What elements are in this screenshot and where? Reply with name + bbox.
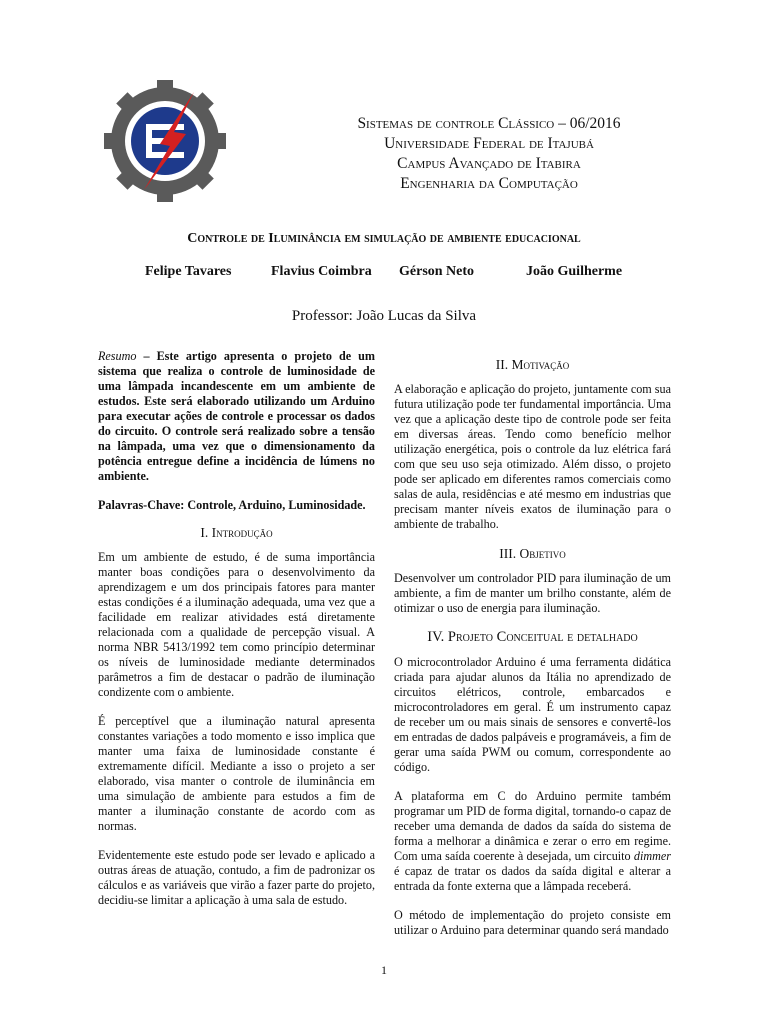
university-line: Universidade Federal de Itajubá xyxy=(384,135,594,152)
department-line: Engenharia da Computação xyxy=(400,175,578,192)
section-heading-objetivo: III. Objetivo xyxy=(499,546,566,561)
projeto-p2-before: A plataforma em C do Arduino permite também programar um PID de forma digital, tornando-o capaz de receber uma demanda de dados da saída do sistema de forma a melhorar a dinâmica e zerar o erro em regime. Com uma saída coerente à desejada, um circuito xyxy=(394,789,671,863)
section-heading-projeto: IV. Projeto Conceitual e detalhado xyxy=(427,629,638,645)
abstract-lead: Resumo xyxy=(98,349,137,363)
objetivo-paragraph: Desenvolver um controlador PID para iluminação de um ambiente, a fim de manter um brilho constante, além de otimizar o uso de energia para iluminação. xyxy=(394,571,671,615)
projeto-paragraph-3: O método de implementação do projeto consiste em utilizar o Arduino para determinar quando será mandado xyxy=(394,908,671,937)
abstract xyxy=(98,349,375,484)
dimmer-term: dimmer xyxy=(633,849,671,863)
intro-paragraph-2: É perceptível que a iluminação natural apresenta constantes variações a todo momento e isso implica que manter uma faixa de luminosidade constante é extremamente difícil. Mediante a isso o projeto a ser elaborado, visa manter o controle de iluminância em uma simulação de ambiente para estudos a fim de manter a iluminação constante de acordo com as normas. xyxy=(98,714,375,833)
page-number: 1 xyxy=(381,963,387,977)
author-4: João Guilherme xyxy=(526,264,623,279)
intro-paragraph-3: Evidentemente este estudo pode ser levado e aplicado a outras áreas de atuação, contudo, a fim de padronizar os cálculos e as variáveis que virão a fazer parte do projeto, decidiu-se limitar a aplicação à uma sala de estudo. xyxy=(98,848,375,907)
right-column xyxy=(394,349,671,952)
author-3: Gérson Neto xyxy=(399,264,475,279)
keywords: Palavras-Chave: Controle, Arduino, Luminosidade. xyxy=(98,498,366,512)
section-heading-motivacao: II. Motivação xyxy=(495,357,570,372)
projeto-paragraph-1: O microcontrolador Arduino é uma ferramenta didática criada para ajudar alunos da Itália no aprendizado de circuitos elétricos, controle, embarcados e microcontroladores em geral. É um instrumento capaz de receber um ou mais sinais de sensores e convertê-los em entradas de dados palpáveis e programáveis, a fim de gerar uma saída PWM ou comum, correspondente ao código. xyxy=(394,655,671,774)
university-logo xyxy=(102,78,228,204)
author-1: Felipe Tavares xyxy=(145,264,232,279)
section-heading-introducao: I. Introdução xyxy=(200,525,273,540)
projeto-paragraph-2 xyxy=(394,789,671,894)
left-column xyxy=(98,349,375,922)
professor-line: Professor: João Lucas da Silva xyxy=(291,308,477,324)
institution-header xyxy=(300,114,678,194)
course-line: Sistemas de controle Clássico – 06/2016 xyxy=(357,115,621,132)
abstract-text: – Este artigo apresenta o projeto de um sistema que realiza o controle de luminosidade de uma lâmpada incandescente em um ambiente de estudos. Este será elaborado utilizando um Arduino para executar ações de controle e processar os dados do circuito. O controle será realizado sobre a tensão na lâmpada, uma vez que o dimensionamento da potência entregue define a incidência de lúmens no ambiente. xyxy=(98,349,375,483)
author-2: Flavius Coimbra xyxy=(271,264,372,279)
intro-paragraph-1: Em um ambiente de estudo, é de suma importância manter boas condições para o desenvolvimento da aprendizagem e um dos principais fatores para manter estas condições é a iluminação adequada, uma vez que a facilidade em realizar atividades está diretamente relacionada com a qualidade de percepção visual. A norma NBR 5413/1992 tem como princípio determinar os níveis de luminosidade mediante determinados parâmetros a fim de destacar o padrão de iluminação condizente com o ambiente. xyxy=(98,550,375,699)
motivacao-paragraph: A elaboração e aplicação do projeto, juntamente com sua futura utilização pode ter fundamental importância. Uma vez que a aplicação deste tipo de controle pode ser feita em diversas áreas. Tendo como benefício melhor utilização energética, pois o controle da luz elétrica fará com que seu uso seja otimizado. Além disso, o projeto pode ser aplicado em diferentes ramos comerciais como salas de aula, residências e até mesmo em industrias que precisam manter níveis exatos de iluminação para o ambiente de trabalho. xyxy=(394,382,671,531)
projeto-p2-after: é capaz de tratar os dados da saída digital e alterar a entrada da fonte externa que a lâmpada receberá. xyxy=(394,864,671,893)
campus-line: Campus Avançado de Itabira xyxy=(397,155,581,172)
paper-title: Controle de Iluminância em simulação de ambiente educacional xyxy=(187,231,581,246)
